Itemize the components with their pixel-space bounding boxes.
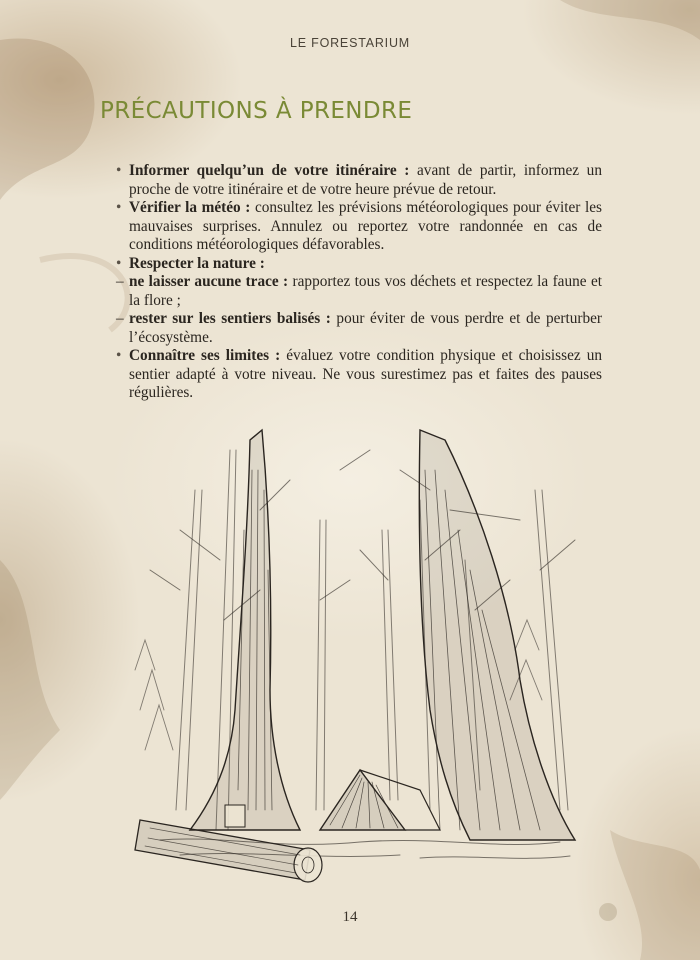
sub-list-item xyxy=(116,310,602,347)
item-text: consultez les prévisions météorologiques pour éviter les mauvaises surprises. Annulez ou reportez votre randonnée en cas de conditions météorologiques défavorables. xyxy=(129,199,602,253)
list-item xyxy=(116,347,602,403)
sub-list-item xyxy=(116,273,602,310)
section-title: PRÉCAUTIONS À PRENDRE xyxy=(100,98,413,124)
item-term: ne laisser aucune trace : xyxy=(129,273,289,290)
list-item xyxy=(116,255,602,274)
list-item xyxy=(116,199,602,255)
item-term: Respecter la nature : xyxy=(129,254,265,272)
item-text: évaluez votre condition physique et choisissez un sentier adapté à votre niveau. Ne vous surestimez pas et faites des pauses régulières. xyxy=(129,347,602,401)
forest-camp-illustration xyxy=(120,410,590,900)
item-term: rester sur les sentiers balisés : xyxy=(129,310,331,327)
item-term: Connaître ses limites : xyxy=(129,347,281,364)
list-item xyxy=(116,162,602,199)
precautions-list xyxy=(116,162,602,403)
item-term: Informer quelqu’un de votre itinéraire : xyxy=(129,162,410,179)
running-header: LE FORESTARIUM xyxy=(289,36,410,50)
item-text: pour éviter de vous perdre et de perturber l’écosystème. xyxy=(129,310,602,346)
item-term: Vérifier la météo : xyxy=(129,199,251,216)
page-number: 14 xyxy=(342,909,358,925)
item-text: rapportez tous vos déchets et respectez la faune et la flore ; xyxy=(129,273,602,309)
item-text: avant de partir, informez un proche de votre itinéraire et de votre heure prévue de retour. xyxy=(129,162,602,198)
